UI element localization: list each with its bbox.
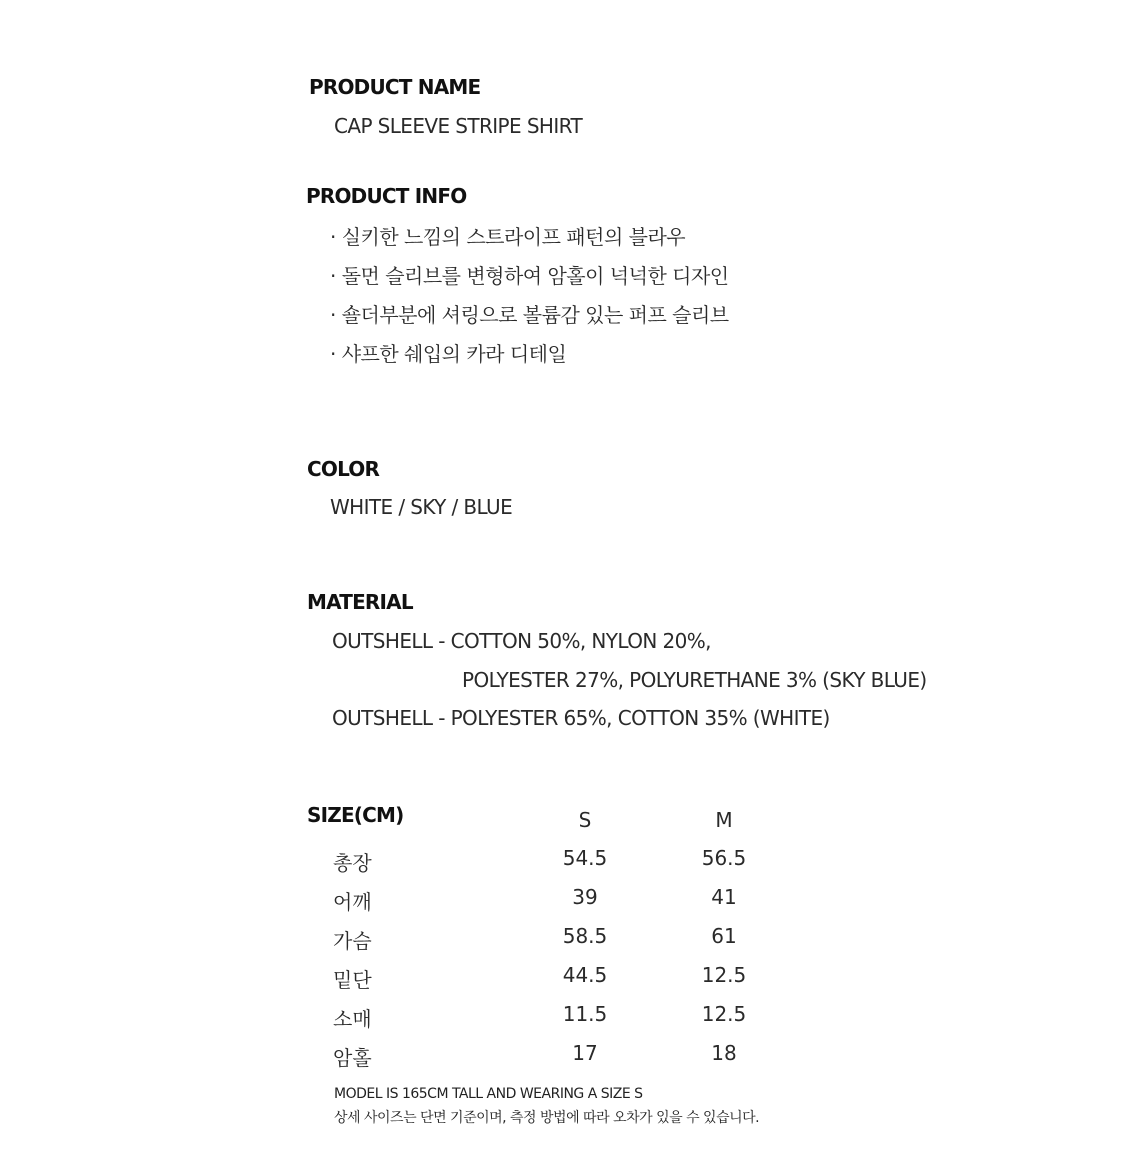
size-value: 18 (711, 1041, 737, 1065)
size-value: 41 (711, 885, 737, 909)
material-line: OUTSHELL - POLYESTER 65%, COTTON 35% (WHITE) (332, 706, 830, 730)
size-value: 12.5 (701, 963, 747, 987)
color-value: WHITE / SKY / BLUE (330, 495, 513, 519)
product-info-item: · 숄더부분에 셔링으로 볼륨감 있는 퍼프 슬리브 (330, 303, 729, 327)
size-value: 44.5 (562, 963, 608, 987)
size-value: 17 (572, 1041, 598, 1065)
color-heading: COLOR (307, 457, 380, 481)
product-info-item: · 돌먼 슬리브를 변형하여 암홀이 넉넉한 디자인 (330, 264, 729, 288)
size-heading: SIZE(CM) (307, 803, 404, 827)
material-heading: MATERIAL (307, 590, 413, 614)
size-value: 54.5 (562, 846, 608, 870)
product-info-item: · 샤프한 쉐입의 카라 디테일 (330, 342, 567, 366)
product-name-heading: PRODUCT NAME (309, 75, 481, 99)
size-value: 61 (711, 924, 737, 948)
size-value: 11.5 (562, 1002, 608, 1026)
size-column-s: S (578, 808, 592, 832)
measurement-disclaimer: 상세 사이즈는 단면 기준이며, 측정 방법에 따라 오차가 있을 수 있습니다. (334, 1110, 760, 1126)
size-row-label: 소매 (333, 1007, 372, 1031)
product-name-value: CAP SLEEVE STRIPE SHIRT (334, 114, 583, 138)
size-row-label: 총장 (333, 851, 372, 875)
size-row-label: 밑단 (333, 968, 372, 992)
model-note: MODEL IS 165CM TALL AND WEARING A SIZE S (334, 1086, 643, 1102)
size-row-label: 암홀 (333, 1046, 372, 1070)
product-info-heading: PRODUCT INFO (306, 184, 467, 208)
size-value: 12.5 (701, 1002, 747, 1026)
size-row-label: 어깨 (333, 890, 372, 914)
size-row-label: 가슴 (333, 929, 372, 953)
material-line: POLYESTER 27%, POLYURETHANE 3% (SKY BLUE) (462, 668, 927, 692)
size-value: 58.5 (562, 924, 608, 948)
material-line: OUTSHELL - COTTON 50%, NYLON 20%, (332, 629, 711, 653)
size-column-m: M (715, 808, 733, 832)
size-value: 39 (572, 885, 598, 909)
size-value: 56.5 (701, 846, 747, 870)
product-info-item: · 실키한 느낌의 스트라이프 패턴의 블라우 (330, 225, 686, 249)
